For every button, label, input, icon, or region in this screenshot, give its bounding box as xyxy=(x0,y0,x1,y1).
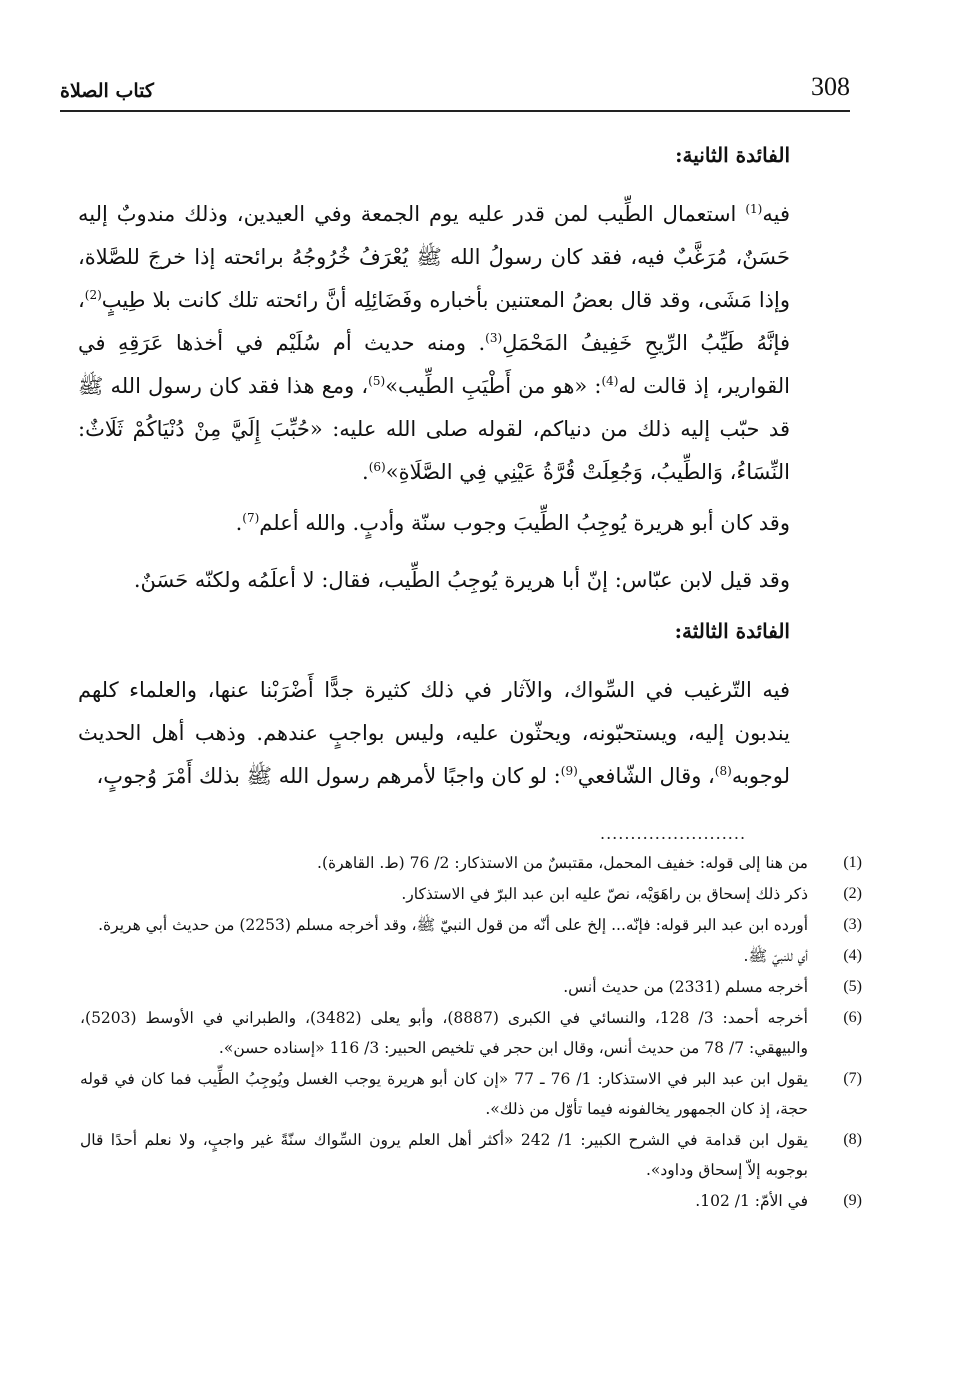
paragraph-ibn-abbas: وقد قيل لابن عبّاس: إنّ أبا هريرة يُوجِبُ الطِّيب، فقال: لا أعلَمُه ولكنّه حَسَنٌ. xyxy=(133,568,790,592)
footnote-2 xyxy=(80,879,862,909)
footnote-separator: ........................ xyxy=(600,824,747,843)
footnote-text: يقول ابن عبد البر في الاستذكار: 1/ 76 ـ 77 «إن كان أبو هريرة يوجب الغسل ويُوجِبُ الطِّيب فما كان في قوله حجة، إذ كان الجمهور يخالفونه فيما تأوّل من ذلك». xyxy=(80,1070,808,1118)
footnote-text: ذكر ذلك إسحاق بن راهَوَيْه، نصّ عليه ابن عبد البرّ في الاستذكار. xyxy=(401,885,808,903)
running-title: كتاب الصلاة xyxy=(60,80,154,102)
paragraph-siwak: فيه التّرغيب في السِّواك، والآثار في ذلك كثيرة جدًّا أَضْرَبْنا عنها، والعلماء كلهم يندبون إليه، ويستحبّونه، ويحثّون عليه، وليس بواجبٍ عندهم. وذهب أهل الحديث لوجوبه$^{(8)}$، وقال الشّافعي$^{(9)}$: لو كان واجبًا لأمرهم رسول الله ﷺ بذلك أَمْرَ وُجوبٍ، xyxy=(78,678,790,788)
footnote-ref-3[interactable]: (3) xyxy=(485,331,503,345)
footnote-text: أخرجه أحمد: 3/ 128، والنسائي في الكبرى (8887)، وأبو يعلى (3482)، والطبراني في الأوسط (5203)، والبيهقي: 7/ 78 من حديث أنس، وقال ابن حجر في تلخيص الحبير: 3/ 116 «إسناده حسن». xyxy=(80,1009,808,1057)
paragraph-perfume: فيه$^{(1)}$ استعمال الطِّيب لمن قدر عليه يوم الجمعة وفي العيدين، وذلك مندوبٌ إليه حَسَنٌ، مُرَغَّبٌ فيه، فقد كان رسولُ الله ﷺ يُعْرَفُ خُرُوجُهُ برائحته إذا خرجَ للصَّلاة، وإذا مَشَى، وقد قال بعضُ المعتنين بأخباره وفَضَائِلِه أنَّ رائحته تلك كانت بلا طِيبٍ$^{(2)}$، فإنَّهُ طَيِّبُ الرِّيحِ خَفِيفُ المَحْمَلِ$^{(3)}$. ومنه حديث أم سُلَيْم في أخذها عَرَقِهِ في القوارير، إذ قالت له$^{(4)}$: «هو من أَطْيَبِ الطِّيب»$^{(5)}$، ومع هذا فقد كان رسول الله ﷺ قد حبّب إليه ذلك من دنياكم، لقوله صلى الله عليه: «حُبِّبَ إِلَيَّ مِنْ دُنْيَاكُمْ ثَلَاثٌ: النِّسَاءُ، وَالطِّيبُ، وَجُعِلَتْ قُرَّةُ عَيْنِي فِي الصَّلَاةِ»$^{(6)}$. xyxy=(78,202,790,484)
paragraph-abu-hurayra: وقد كان أبو هريرة يُوجِبُ الطِّيبَ وجوب سنّة وأدبٍ. والله أعلم$^{(7)}$. xyxy=(235,511,790,535)
footnote-text: أخرجه مسلم (2331) من حديث أنس. xyxy=(563,978,808,996)
footnote-number: (6) xyxy=(843,1009,862,1026)
page-number: 308 xyxy=(811,72,850,101)
footnote-3 xyxy=(80,910,862,940)
footnote-number: (5) xyxy=(843,978,862,995)
footnote-8 xyxy=(80,1125,862,1185)
page-header xyxy=(60,72,850,108)
main-text xyxy=(78,128,790,806)
footnote-6 xyxy=(80,1003,862,1063)
footnote-9 xyxy=(80,1186,862,1216)
footnote-number: (8) xyxy=(843,1131,862,1148)
footnote-ref-2[interactable]: (2) xyxy=(84,288,102,302)
footnote-ref-9[interactable]: (9) xyxy=(560,764,578,778)
footnote-number: (4) xyxy=(843,947,862,964)
footnote-text: من هنا إلى قوله: خفيف المحمل، مقتبسٌ من الاستذكار: 2/ 76 (ط. القاهرة). xyxy=(317,854,808,872)
footnote-ref-4[interactable]: (4) xyxy=(601,374,619,388)
footnote-4 xyxy=(80,941,862,971)
footnote-text: يقول ابن قدامة في الشرح الكبير: 1/ 242 «أكثر أهل العلم يرون السِّواك سنّةً غير واجبٍ، ولا نعلم أحدًا قال بوجوبه إلاّ إسحاق وداود». xyxy=(80,1131,808,1179)
footnote-text: في الأمّ: 1/ 102. xyxy=(695,1192,808,1210)
footnote-number: (2) xyxy=(843,885,862,902)
section-heading-second-benefit: الفائدة الثانية: xyxy=(675,143,790,167)
footnote-number: (7) xyxy=(843,1070,862,1087)
footnote-ref-5[interactable]: (5) xyxy=(368,374,386,388)
footnote-number: (3) xyxy=(843,916,862,933)
footnote-7 xyxy=(80,1064,862,1124)
footnote-ref-8[interactable]: (8) xyxy=(714,764,732,778)
footnote-number: (1) xyxy=(843,854,862,871)
footnote-text: أورده ابن عبد البر قوله: فإنّه... إلخ على أنّه من قول النبيّ ﷺ، وقد أخرجه مسلم (2253) من حديث أبي هريرة. xyxy=(98,916,808,934)
footnote-ref-6[interactable]: (6) xyxy=(368,460,386,474)
section-heading-third-benefit: الفائدة الثالثة: xyxy=(674,619,790,643)
footnote-number: (9) xyxy=(843,1192,862,1209)
footnote-ref-7[interactable]: (7) xyxy=(242,511,260,525)
footnote-text: أي للنبيّ ﷺ. xyxy=(743,947,808,965)
footnote-5 xyxy=(80,972,862,1002)
footnote-1 xyxy=(80,848,862,878)
footnotes xyxy=(80,848,862,1217)
footnote-ref-1[interactable]: (1) xyxy=(745,202,763,216)
header-rule xyxy=(60,110,850,112)
